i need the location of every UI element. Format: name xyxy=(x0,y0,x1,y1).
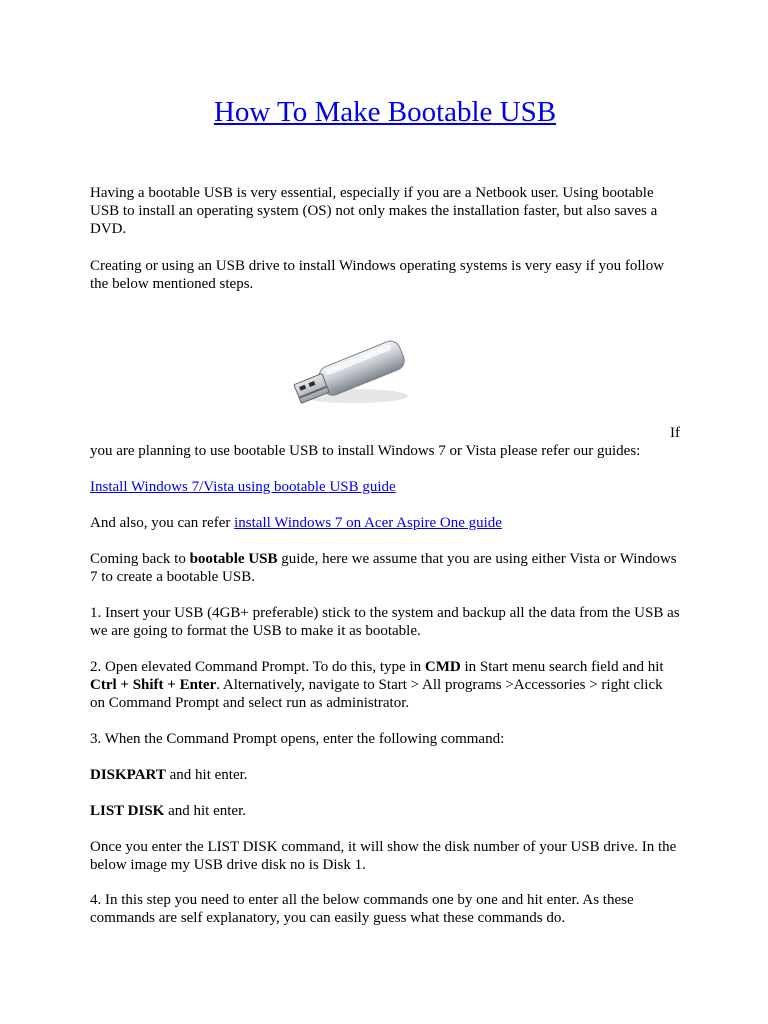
install-guide-link[interactable]: Install Windows 7/Vista using bootable USB guide xyxy=(90,479,396,495)
cmd-bold: CMD xyxy=(424,659,461,675)
usb-drive-icon xyxy=(288,336,412,412)
guides-paragraph: you are planning to use bootable USB to install Windows 7 or Vista please refer our guides: xyxy=(90,443,641,459)
step-2 xyxy=(90,658,680,712)
intro-paragraph: Having a bootable USB is very essential, especially if you are a Netbook user. Using bootable USB to install an operating system (OS) not only makes the installation faster, but also saves a DVD. xyxy=(90,185,658,237)
step-2-text-e: . Alternatively, navigate to Start > All programs >Accessories > right click on Command Prompt and select run as administrator. xyxy=(90,677,663,711)
step-1: 1. Insert your USB (4GB+ preferable) stick to the system and backup all the data from the USB as we are going to format the USB to make it as bootable. xyxy=(90,605,680,639)
diskpart-rest: and hit enter. xyxy=(165,767,248,783)
coming-back-rest: guide, here we assume that you are using either Vista or Windows 7 to create a bootable USB. xyxy=(90,551,677,585)
step-2-text-c: in Start menu search field and hit xyxy=(460,659,664,675)
acer-paragraph xyxy=(90,514,680,532)
diskpart-bold: DISKPART xyxy=(90,767,166,783)
step-3: 3. When the Command Prompt opens, enter the following command: xyxy=(90,731,505,747)
step-2-text-a: 2. Open elevated Command Prompt. To do this, type in xyxy=(90,659,425,675)
list-disk-explanation: Once you enter the LIST DISK command, it will show the disk number of your USB drive. In the below image my USB drive disk no is Disk 1. xyxy=(90,839,677,873)
diskpart-command xyxy=(90,766,680,784)
acer-text: And also, you can refer xyxy=(90,515,235,531)
steps-intro-paragraph: Creating or using an USB drive to install Windows operating systems is very easy if you follow the below mentioned steps. xyxy=(90,258,665,292)
coming-back-text: Coming back to xyxy=(90,551,190,567)
step-4: 4. In this step you need to enter all the below commands one by one and hit enter. As these commands are self explanatory, you can easily guess what these commands do. xyxy=(90,892,634,926)
list-disk-command xyxy=(90,802,680,820)
list-disk-rest: and hit enter. xyxy=(164,803,247,819)
list-disk-bold: LIST DISK xyxy=(90,803,165,819)
bootable-usb-bold: bootable USB xyxy=(189,551,278,567)
acer-guide-link[interactable]: install Windows 7 on Acer Aspire One guide xyxy=(234,515,502,531)
page-title xyxy=(90,92,680,132)
if-word: If xyxy=(670,425,680,441)
coming-back-paragraph xyxy=(90,550,680,586)
ctrl-shift-enter-bold: Ctrl + Shift + Enter xyxy=(90,677,217,693)
title-link[interactable]: How To Make Bootable USB xyxy=(213,96,557,128)
guide-link-paragraph xyxy=(90,478,680,496)
